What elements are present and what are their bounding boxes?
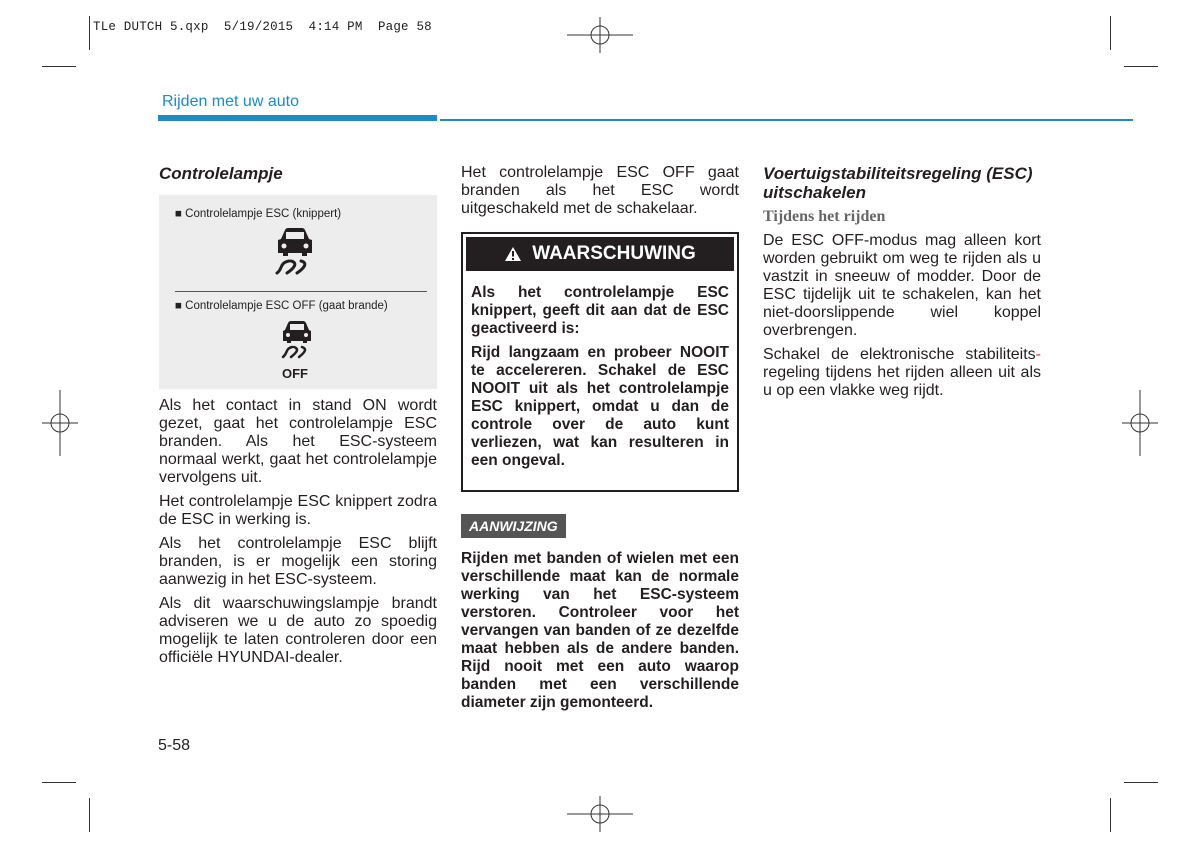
paragraph: Als het controlelampje ESC blijft branden, is er mogelijk een storing aanwezig in het ESC-systeem. <box>159 535 437 588</box>
warning-paragraph: Rijd langzaam en probeer NOOIT te accelereren. Schakel de ESC NOOIT uit als het controlelampje ESC knippert, omdat u dan de controle over de auto kunt verliezen, wat kan resulteren in een ongeval. <box>471 344 729 469</box>
crop-mark <box>1110 798 1111 832</box>
warning-title: WAARSCHUWING <box>532 243 696 264</box>
note-tag: AANWIJZING <box>461 514 566 538</box>
crop-mark <box>1124 66 1158 67</box>
column-2 <box>461 164 739 712</box>
warning-box <box>461 232 739 492</box>
paragraph-text: regeling tijdens het rijden alleen uit als u op een vlakke weg rijdt. <box>763 364 1041 399</box>
subheading: Tijdens het rijden <box>763 208 886 225</box>
lamp-divider <box>175 291 427 292</box>
registration-mark-icon <box>567 17 633 53</box>
esc-off-skid-car-icon <box>277 319 317 363</box>
paragraph: De ESC OFF-modus mag alleen kort worden gebruikt om weg te rijden als u vastzit in sneeuw of modder. Door de ESC tijdelijk uit te schakelen, kan het niet-doorslippende wiel koppel overbrengen. <box>763 232 1041 339</box>
header-rule-thick <box>158 115 437 121</box>
esc-skid-car-icon <box>269 225 321 281</box>
column-3 <box>763 164 1041 406</box>
crop-mark <box>89 16 90 50</box>
column-1 <box>159 164 437 673</box>
print-slug: TLe DUTCH 5.qxp 5/19/2015 4:14 PM Page 58 <box>93 20 432 34</box>
paragraph: Als het contact in stand ON wordt gezet, gaat het controlelampje ESC branden. Als het ESC-systeem normaal werkt, gaat het controlelampje vervolgens uit. <box>159 397 437 486</box>
warning-paragraph: Als het controlelampje ESC knippert, geeft dit aan dat de ESC geactiveerd is: <box>471 284 729 337</box>
paragraph: Het controlelampje ESC OFF gaat branden als het ESC wordt uitgeschakeld met de schakelaar. <box>461 164 739 217</box>
hyphen-mark: - <box>1035 346 1041 363</box>
lamp-caption: ■ Controlelampje ESC OFF (gaat brande) <box>175 300 388 312</box>
warning-body <box>463 274 737 490</box>
section-title: Voertuigstabiliteitsregeling (ESC) uitschakelen <box>763 164 1033 202</box>
crop-mark <box>1124 782 1158 783</box>
registration-mark-icon <box>42 390 78 456</box>
crop-mark <box>1110 16 1111 50</box>
section-header-title: Rijden met uw auto <box>162 93 299 110</box>
crop-mark <box>89 798 90 832</box>
registration-mark-icon <box>1122 390 1158 456</box>
page-number: 5-58 <box>158 737 191 754</box>
crop-mark <box>42 782 76 783</box>
warning-triangle-icon <box>504 246 522 262</box>
indicator-lamp-box <box>159 195 437 389</box>
paragraph-text: Schakel de elektronische stabiliteits <box>763 346 1036 363</box>
esc-off-label: OFF <box>282 366 308 381</box>
crop-mark <box>42 66 76 67</box>
paragraph: Het controlelampje ESC knippert zodra de ESC in werking is. <box>159 493 437 528</box>
lamp-caption: ■ Controlelampje ESC (knippert) <box>175 208 342 220</box>
note-body: Rijden met banden of wielen met een verschillende maat kan de normale werking van het ESC-systeem verstoren. Controleer voor het vervangen van banden of ze dezelfde maat hebben als de andere banden. Rijd nooit met een auto waarop banden met een verschillende diameter zijn gemonteerd. <box>461 550 739 711</box>
registration-mark-icon <box>567 796 633 832</box>
section-title: Controlelampje <box>159 164 283 183</box>
warning-header <box>466 237 734 271</box>
paragraph <box>763 346 1041 400</box>
header-rule-thin <box>440 119 1133 121</box>
paragraph: Als dit waarschuwingslampje brandt adviseren we u de auto zo spoedig mogelijk te laten controleren door een officiële HYUNDAI-dealer. <box>159 595 437 666</box>
